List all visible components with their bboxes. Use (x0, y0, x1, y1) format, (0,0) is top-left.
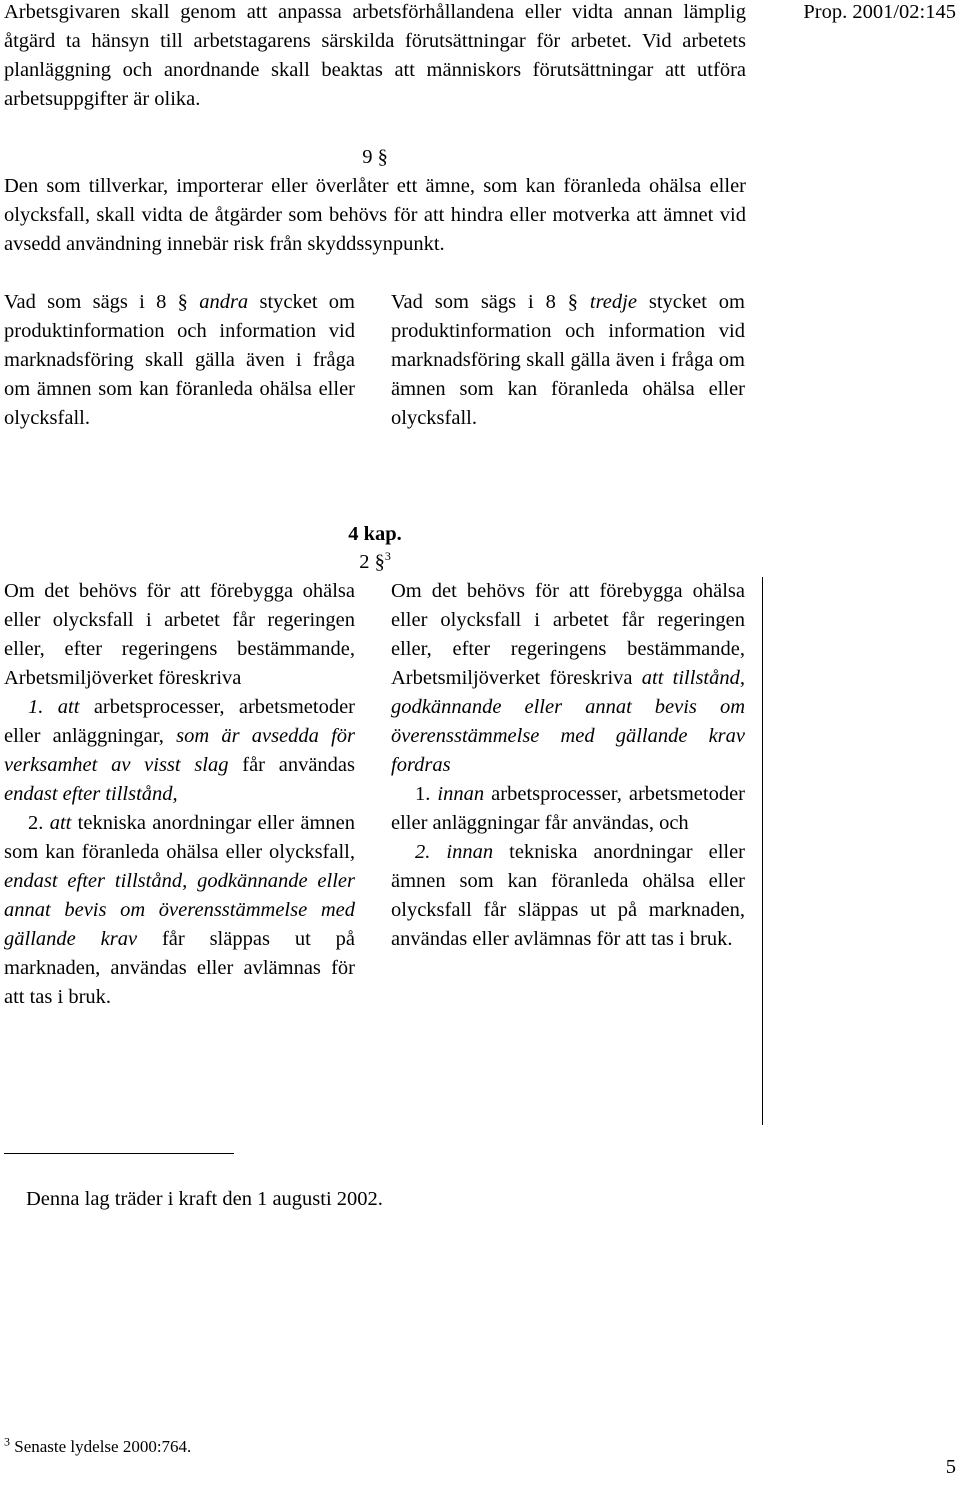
ch4-right-item-2-num: 2. (415, 841, 447, 863)
prop-reference: Prop. 2001/02:145 (803, 1, 956, 23)
ch4-left-item-2-att: att (49, 812, 72, 834)
ch4-right-item-2-a: tekniska anordningar eller ämnen som kan föranleda ohälsa eller olycksfall får släppas ut på marknaden, användas eller avlämnas för att tas i bruk. (391, 841, 746, 950)
ch4-right-intro-a: Om det behövs för att förebygga ohälsa eller olycksfall i arbetet får regeringen eller, efter regeringens bestämmande, Arbetsmiljöverket föreskriva (391, 580, 745, 689)
ch4-left-item-1-att: att (57, 696, 80, 718)
ch4-right-item-1-num: 1. (415, 783, 438, 805)
section-9-proposed-text (391, 288, 745, 433)
ch4-right-item-1 (391, 780, 745, 838)
ch4-left-intro: Om det behövs för att förebygga ohälsa eller olycksfall i arbetet får regeringen eller, efter regeringens bestämmande, Arbetsmiljöverket föreskriva (4, 580, 355, 689)
ch4-left-item-2-num: 2. (28, 812, 50, 834)
section-2-heading (4, 548, 746, 577)
page-number: 5 (945, 1456, 956, 1478)
footnote-number: 3 (4, 1434, 10, 1449)
intro-paragraph: Arbetsgivaren skall genom att anpassa arbetsförhållandena eller vidta annan lämplig åtgärd ta hänsyn till arbetstagarens särskilda förutsättningar för arbetet. Vid arbetets planläggning och anordnande skall beaktas att människors förutsättningar att utföra arbetsuppgifter är olika. (4, 1, 746, 110)
s9-right-ital: tredje (589, 291, 637, 313)
ch4-left-item-1 (4, 693, 355, 809)
change-bar (762, 577, 763, 1125)
section-9-heading: 9 § (362, 146, 388, 168)
ch4-left-item-1-a: arbetsprocesser, arbetsmetoder eller anläggningar, (4, 696, 355, 747)
ch4-right-intro-b: att tillstånd, godkännande eller annat bevis om överensstämmelse med gällande krav fordras (391, 667, 745, 776)
footnote (4, 1432, 191, 1461)
s9-left-ital: andra (199, 291, 249, 313)
ch4-right-item-1-a: arbetsprocesser, arbetsmetoder eller anläggningar får användas, och (391, 783, 745, 834)
chapter-title: 4 kap. (348, 523, 402, 545)
section-9-text: Den som tillverkar, importerar eller överlåter ett ämne, som kan föranleda ohälsa eller olycksfall, skall vidta de åtgärder som behövs för att hindra eller motverka att ämnet vid avsedd användning innebär risk från skyddssynpunkt. (4, 175, 746, 255)
ch4-left-item-1-b: som är avsedda för verksamhet av visst slag (4, 725, 356, 776)
section-9-current-text (4, 288, 355, 433)
footnote-text: Senaste lydelse 2000:764. (14, 1437, 192, 1456)
ch4-proposed-text (391, 577, 745, 954)
s9-right-post: stycket om produktinformation och information vid marknadsföring skall gälla även i fråga om ämnen som kan föranleda ohälsa eller olycksfall. (391, 291, 745, 429)
ch4-left-item-2 (4, 809, 355, 1012)
footnote-rule (4, 1153, 234, 1154)
ch4-left-item-2-b: , endast efter tillstånd, godkännande eller annat bevis om överensstämmelse med gällande krav (4, 841, 355, 950)
ch4-left-item-2-c: får släppas ut på marknaden, användas eller avlämnas för att tas i bruk. (4, 928, 355, 1008)
effective-date: Denna lag träder i kraft den 1 augusti 2002. (26, 1188, 383, 1210)
ch4-left-item-1-d: endast efter tillstånd, (4, 783, 178, 805)
footnote-reference: 3 (384, 549, 391, 564)
ch4-right-item-2 (391, 838, 745, 954)
ch4-right-intro (391, 577, 745, 780)
s9-left-pre: Vad som sägs i 8 § (4, 291, 200, 313)
s9-right-pre: Vad som sägs i 8 § (391, 291, 590, 313)
ch4-left-item-1-num: 1. (28, 696, 58, 718)
ch4-right-item-1-innan: innan (437, 783, 485, 805)
ch4-left-item-1-c: får användas (228, 754, 355, 776)
ch4-left-item-2-a: tekniska anordningar eller ämnen som kan föranleda ohälsa eller olycksfall (4, 812, 355, 863)
s9-left-post: stycket om produktinformation och information vid marknadsföring skall gälla även i fråga om ämnen som kan föranleda ohälsa eller olycksfall. (4, 291, 355, 429)
ch4-current-text (4, 577, 355, 1012)
section-2-label: 2 § (359, 551, 385, 573)
ch4-right-item-2-innan: innan (446, 841, 494, 863)
